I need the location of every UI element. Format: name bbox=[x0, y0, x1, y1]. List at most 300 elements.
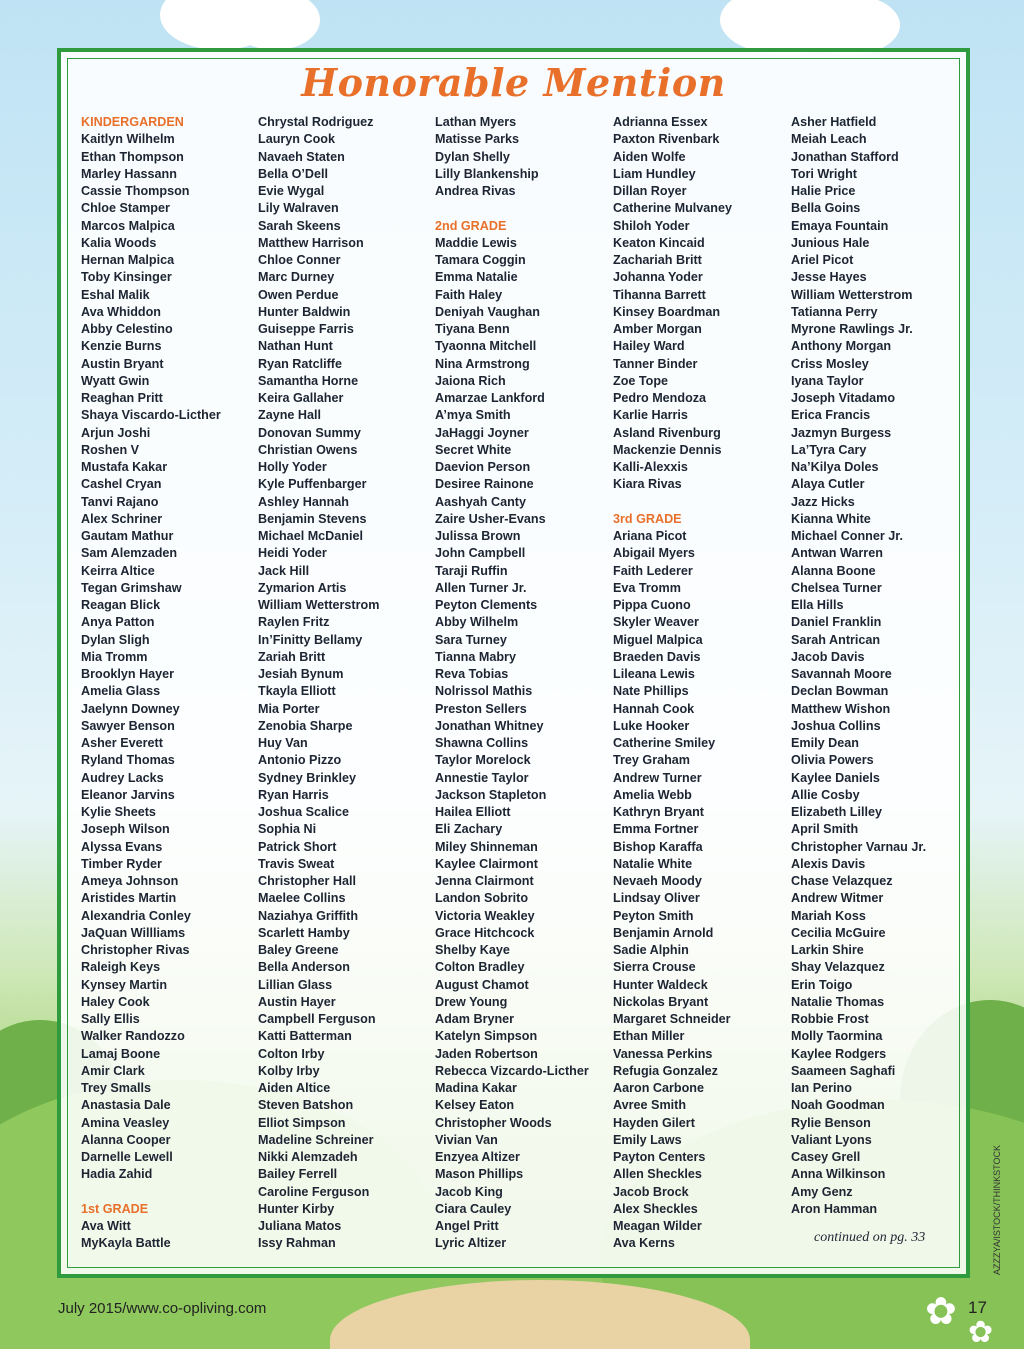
student-name: Austin Bryant bbox=[81, 356, 164, 371]
student-name: Matthew Wishon bbox=[791, 701, 891, 716]
student-name: Maddie Lewis bbox=[435, 235, 517, 250]
student-name: Abigail Myers bbox=[613, 546, 695, 561]
student-name: Rebecca Vizcardo-Licther bbox=[435, 1063, 589, 1078]
student-name: Lileana Lewis bbox=[613, 667, 695, 681]
student-name: Ryan Ratcliffe bbox=[258, 356, 342, 371]
student-name: Jaden Robertson bbox=[435, 1046, 538, 1061]
student-name: Olivia Powers bbox=[791, 753, 874, 768]
student-name: Drew Young bbox=[435, 994, 508, 1009]
student-name: Mustafa Kakar bbox=[81, 460, 168, 474]
student-name: Lathan Myers bbox=[435, 115, 517, 129]
student-name: Sara Turney bbox=[435, 632, 507, 647]
student-name: Kyle Puffenbarger bbox=[258, 477, 367, 492]
student-name: Deniyah Vaughan bbox=[435, 304, 540, 319]
student-name: Hadia Zahid bbox=[81, 1167, 153, 1182]
student-name: Nolrissol Mathis bbox=[435, 684, 533, 699]
student-name: Emma Fortner bbox=[613, 822, 699, 837]
student-name: Michael Conner Jr. bbox=[791, 529, 903, 543]
student-name: Christopher Rivas bbox=[81, 943, 190, 957]
student-name: Kathryn Bryant bbox=[613, 805, 704, 819]
student-name: Jesiah Bynum bbox=[258, 667, 344, 681]
student-name: Katelyn Simpson bbox=[435, 1029, 538, 1044]
student-name: Chase Velazquez bbox=[791, 874, 893, 888]
student-name: Aron Hamman bbox=[791, 1201, 878, 1216]
student-name: Lilly Blankenship bbox=[435, 166, 539, 181]
student-name: La’Tyra Cary bbox=[791, 442, 867, 457]
names-column-1 bbox=[81, 114, 259, 1253]
student-name: Adrianna Essex bbox=[613, 115, 708, 129]
student-name: Eli Zachary bbox=[435, 822, 503, 837]
student-name: Lillian Glass bbox=[258, 977, 333, 992]
student-name: Nikki Alemzadeh bbox=[258, 1150, 358, 1164]
student-name: Jacob Davis bbox=[791, 649, 865, 664]
student-name: Braeden Davis bbox=[613, 649, 701, 664]
student-name: Emaya Fountain bbox=[791, 218, 889, 233]
student-name: Anna Wilkinson bbox=[791, 1167, 886, 1182]
student-name: JaQuan Willliams bbox=[81, 925, 186, 940]
student-name: Tyaonna Mitchell bbox=[435, 339, 537, 354]
student-name: Ethan Thompson bbox=[81, 149, 184, 164]
student-name: Allie Cosby bbox=[791, 787, 860, 802]
student-name: Ethan Miller bbox=[613, 1029, 685, 1044]
student-name: Benjamin Stevens bbox=[258, 511, 367, 526]
student-name: Avree Smith bbox=[613, 1098, 687, 1113]
student-name: Meagan Wilder bbox=[613, 1219, 702, 1233]
student-name: Nickolas Bryant bbox=[613, 994, 709, 1009]
student-name: William Wetterstrom bbox=[791, 287, 913, 302]
student-name: Refugia Gonzalez bbox=[613, 1063, 718, 1078]
student-name: Marc Durney bbox=[258, 270, 335, 285]
student-name: Jonathan Whitney bbox=[435, 718, 544, 733]
student-name: Sarah Antrican bbox=[791, 632, 881, 647]
student-name: Elizabeth Lilley bbox=[791, 805, 882, 819]
student-name: Ciara Cauley bbox=[435, 1201, 512, 1216]
grade-heading: 3rd GRADE bbox=[613, 511, 682, 526]
student-name: Amelia Glass bbox=[81, 684, 161, 699]
student-name: Ryan Harris bbox=[258, 787, 329, 802]
student-name: Chelsea Turner bbox=[791, 580, 882, 595]
student-name: Ameya Johnson bbox=[81, 874, 179, 888]
student-name: Noah Goodman bbox=[791, 1098, 885, 1113]
student-name: Tatianna Perry bbox=[791, 304, 878, 319]
student-name: Annestie Taylor bbox=[435, 770, 529, 785]
student-name: Eshal Malik bbox=[81, 287, 150, 302]
student-name: Miguel Malpica bbox=[613, 632, 703, 647]
student-name: Chloe Stamper bbox=[81, 201, 170, 216]
student-name: Nate Phillips bbox=[613, 684, 689, 699]
student-name: Skyler Weaver bbox=[613, 615, 699, 630]
student-name: Larkin Shire bbox=[791, 943, 864, 957]
names-column-4 bbox=[613, 114, 791, 1253]
student-name: Vivian Van bbox=[435, 1132, 498, 1147]
student-name: Bailey Ferrell bbox=[258, 1167, 338, 1182]
student-name: Zayne Hall bbox=[258, 408, 321, 423]
student-name: Alaya Cutler bbox=[791, 477, 865, 492]
photo-credit: AZZZYA/ISTOCK/THINKSTOCK bbox=[992, 1144, 1002, 1275]
student-name: Aiden Altice bbox=[258, 1081, 331, 1095]
student-name: Raleigh Keys bbox=[81, 960, 161, 975]
student-name: Daevion Person bbox=[435, 460, 531, 474]
student-name: Emma Natalie bbox=[435, 270, 518, 285]
student-name: Casey Grell bbox=[791, 1150, 861, 1164]
student-name: Tamara Coggin bbox=[435, 253, 526, 267]
page-title: Honorable Mention bbox=[301, 60, 726, 105]
student-name: Mackenzie Dennis bbox=[613, 442, 722, 457]
student-name: Christian Owens bbox=[258, 442, 358, 457]
student-name: Madina Kakar bbox=[435, 1081, 517, 1095]
student-name: Hayden Gilert bbox=[613, 1115, 695, 1130]
continued-note: continued on pg. 33 bbox=[814, 1230, 926, 1245]
student-name: Amber Morgan bbox=[613, 322, 702, 336]
student-name: Dylan Sligh bbox=[81, 632, 150, 647]
student-name: Trey Smalls bbox=[81, 1081, 152, 1095]
student-name: Alanna Cooper bbox=[81, 1132, 171, 1147]
student-name: Maelee Collins bbox=[258, 891, 346, 906]
student-name: Kaitlyn Wilhelm bbox=[81, 132, 175, 147]
student-name: Amy Genz bbox=[791, 1184, 853, 1199]
student-name: Kolby Irby bbox=[258, 1063, 320, 1078]
student-name: Zaire Usher-Evans bbox=[435, 511, 546, 526]
grade-heading: 1st GRADE bbox=[81, 1201, 149, 1216]
student-name: Preston Sellers bbox=[435, 701, 527, 716]
student-name: Caroline Ferguson bbox=[258, 1184, 370, 1199]
student-name: Joseph Vitadamo bbox=[791, 391, 896, 405]
student-name: Eleanor Jarvins bbox=[81, 787, 175, 802]
student-name: Michael McDaniel bbox=[258, 529, 363, 543]
honor-panel bbox=[57, 48, 970, 1278]
student-name: Kalli-Alexxis bbox=[613, 460, 688, 474]
student-name: Matisse Parks bbox=[435, 132, 520, 147]
student-name: Kenzie Burns bbox=[81, 339, 162, 354]
student-name: Anya Patton bbox=[81, 615, 155, 630]
student-name: Johanna Yoder bbox=[613, 270, 703, 285]
student-name: Ariel Picot bbox=[791, 253, 854, 267]
student-name: Matthew Harrison bbox=[258, 235, 364, 250]
student-name: Cashel Cryan bbox=[81, 477, 162, 492]
student-name: Payton Centers bbox=[613, 1150, 706, 1164]
grade-heading: KINDERGARDEN bbox=[81, 115, 184, 129]
student-name: Abby Celestino bbox=[81, 322, 173, 336]
student-name: Desiree Rainone bbox=[435, 477, 534, 492]
student-name: Mia Porter bbox=[258, 701, 320, 716]
student-name: Dillan Royer bbox=[613, 184, 687, 198]
student-name: Joshua Collins bbox=[791, 718, 881, 733]
section-gap bbox=[435, 200, 613, 217]
student-name: Nina Armstrong bbox=[435, 356, 530, 371]
student-name: Lindsay Oliver bbox=[613, 891, 700, 906]
student-name: William Wetterstrom bbox=[258, 598, 380, 612]
student-name: Julissa Brown bbox=[435, 529, 521, 543]
student-name: Audrey Lacks bbox=[81, 770, 164, 785]
names-column-3 bbox=[435, 114, 613, 1253]
student-name: Naziahya Griffith bbox=[258, 908, 359, 923]
student-name: Allen Turner Jr. bbox=[435, 580, 527, 595]
student-name: Landon Sobrito bbox=[435, 891, 529, 906]
student-name: Alanna Boone bbox=[791, 563, 876, 578]
student-name: Tegan Grimshaw bbox=[81, 580, 182, 595]
student-name: Jazz Hicks bbox=[791, 494, 855, 509]
student-name: Lyric Altizer bbox=[435, 1236, 507, 1251]
student-name: Paxton Rivenbark bbox=[613, 132, 720, 147]
student-name: Hailea Elliott bbox=[435, 805, 511, 819]
student-name: Jaiona Rich bbox=[435, 373, 506, 388]
student-name: Eva Tromm bbox=[613, 580, 681, 595]
student-name: Lily Walraven bbox=[258, 201, 339, 216]
student-name: Ava Whiddon bbox=[81, 304, 161, 319]
student-name: Margaret Schneider bbox=[613, 1012, 731, 1026]
student-name: Shiloh Yoder bbox=[613, 218, 690, 233]
student-name: Wyatt Gwin bbox=[81, 373, 150, 388]
student-name: Tkayla Elliott bbox=[258, 684, 336, 699]
student-name: Catherine Mulvaney bbox=[613, 201, 732, 216]
student-name: Catherine Smiley bbox=[613, 736, 716, 750]
student-name: Sam Alemzaden bbox=[81, 546, 178, 561]
student-name: Kaylee Clairmont bbox=[435, 856, 538, 871]
student-name: Zoe Tope bbox=[613, 373, 669, 388]
student-name: Victoria Weakley bbox=[435, 908, 535, 923]
student-name: Secret White bbox=[435, 442, 512, 457]
student-name: Amina Veasley bbox=[81, 1115, 170, 1130]
student-name: Christopher Woods bbox=[435, 1115, 552, 1130]
student-name: Peyton Smith bbox=[613, 908, 694, 923]
student-name: Meiah Leach bbox=[791, 132, 867, 147]
student-name: Andrew Turner bbox=[613, 770, 702, 785]
student-name: Asland Rivenburg bbox=[613, 425, 721, 440]
flower-icon: ✿ bbox=[968, 1315, 994, 1349]
student-name: Kaylee Rodgers bbox=[791, 1046, 887, 1061]
student-name: April Smith bbox=[791, 822, 859, 837]
student-name: Asher Everett bbox=[81, 736, 163, 750]
student-name: Aiden Wolfe bbox=[613, 149, 686, 164]
student-name: Molly Taormina bbox=[791, 1029, 883, 1044]
student-name: Tanvi Rajano bbox=[81, 494, 159, 509]
student-name: Shawna Collins bbox=[435, 736, 529, 750]
student-name: Sally Ellis bbox=[81, 1012, 140, 1026]
student-name: Ella Hills bbox=[791, 598, 844, 612]
student-name: A’mya Smith bbox=[435, 408, 511, 423]
page-number: 17 bbox=[968, 1298, 987, 1317]
student-name: Ava Witt bbox=[81, 1219, 131, 1233]
student-name: Antwan Warren bbox=[791, 546, 883, 561]
student-name: Enzyea Altizer bbox=[435, 1150, 520, 1164]
student-name: Kylie Sheets bbox=[81, 805, 156, 819]
student-name: Sophia Ni bbox=[258, 822, 317, 837]
student-name: Anthony Morgan bbox=[791, 339, 892, 354]
student-name: Colton Irby bbox=[258, 1046, 325, 1061]
student-name: Dylan Shelly bbox=[435, 149, 510, 164]
student-name: Saameen Saghafi bbox=[791, 1063, 896, 1078]
student-name: Amir Clark bbox=[81, 1063, 145, 1078]
student-name: Lauryn Cook bbox=[258, 132, 335, 147]
student-name: Pippa Cuono bbox=[613, 598, 691, 612]
student-name: Reva Tobias bbox=[435, 667, 509, 681]
grade-heading: 2nd GRADE bbox=[435, 218, 507, 233]
student-name: Katti Batterman bbox=[258, 1029, 352, 1044]
student-name: Lamaj Boone bbox=[81, 1046, 161, 1061]
student-name: Ariana Picot bbox=[613, 529, 687, 543]
student-name: Abby Wilhelm bbox=[435, 615, 519, 630]
student-name: Taraji Ruffin bbox=[435, 563, 508, 578]
student-name: Shaya Viscardo-Licther bbox=[81, 408, 221, 423]
student-name: Declan Bowman bbox=[791, 684, 889, 699]
student-name: Gautam Mathur bbox=[81, 529, 174, 543]
student-name: Bella Goins bbox=[791, 201, 861, 216]
student-name: Steven Batshon bbox=[258, 1098, 354, 1113]
student-name: Keaton Kincaid bbox=[613, 235, 705, 250]
student-name: Raylen Fritz bbox=[258, 615, 330, 630]
student-name: Luke Hooker bbox=[613, 718, 690, 733]
student-name: Christopher Hall bbox=[258, 874, 356, 888]
student-name: Tihanna Barrett bbox=[613, 287, 706, 302]
cloud-decoration bbox=[800, 0, 900, 55]
student-name: Zymarion Artis bbox=[258, 580, 347, 595]
student-name: Erica Francis bbox=[791, 408, 871, 423]
student-name: Nevaeh Moody bbox=[613, 874, 702, 888]
student-name: Heidi Yoder bbox=[258, 546, 327, 561]
student-name: Ava Kerns bbox=[613, 1236, 675, 1251]
student-name: Jenna Clairmont bbox=[435, 874, 534, 888]
student-name: Tianna Mabry bbox=[435, 649, 516, 664]
student-name: Navaeh Staten bbox=[258, 149, 345, 164]
student-name: Reaghan Pritt bbox=[81, 391, 163, 405]
student-name: Kalia Woods bbox=[81, 235, 157, 250]
student-name: Tanner Binder bbox=[613, 356, 698, 371]
student-name: Natalie Thomas bbox=[791, 994, 885, 1009]
student-name: Alyssa Evans bbox=[81, 839, 163, 854]
student-name: JaHaggi Joyner bbox=[435, 425, 529, 440]
student-name: Bella Anderson bbox=[258, 960, 350, 975]
student-name: Mason Phillips bbox=[435, 1167, 524, 1182]
student-name: Chloe Conner bbox=[258, 253, 341, 267]
student-name: Jacob Brock bbox=[613, 1184, 689, 1199]
student-name: Natalie White bbox=[613, 856, 693, 871]
student-name: Jazmyn Burgess bbox=[791, 425, 892, 440]
student-name: Vanessa Perkins bbox=[613, 1046, 713, 1061]
student-name: Ashley Hannah bbox=[258, 494, 349, 509]
student-name: Amelia Webb bbox=[613, 787, 692, 802]
student-name: Trey Graham bbox=[613, 753, 691, 768]
student-name: Huy Van bbox=[258, 736, 308, 750]
student-name: Hernan Malpica bbox=[81, 253, 175, 267]
student-name: Liam Hundley bbox=[613, 166, 696, 181]
footer-date-website: July 2015/www.co-opliving.com bbox=[58, 1300, 267, 1317]
student-name: Walker Randozzo bbox=[81, 1029, 185, 1044]
student-name: Keirra Altice bbox=[81, 563, 155, 578]
student-name: Sawyer Benson bbox=[81, 718, 175, 733]
student-name: Andrew Witmer bbox=[791, 891, 884, 906]
student-name: Zariah Britt bbox=[258, 649, 326, 664]
student-name: Savannah Moore bbox=[791, 667, 892, 681]
student-name: Marley Hassann bbox=[81, 166, 177, 181]
student-name: Aashyah Canty bbox=[435, 494, 526, 509]
student-name: Faith Lederer bbox=[613, 563, 693, 578]
student-name: Bella O’Dell bbox=[258, 166, 328, 181]
names-column-5 bbox=[791, 114, 969, 1218]
student-name: Alexis Davis bbox=[791, 856, 866, 871]
student-name: Jacob King bbox=[435, 1184, 503, 1199]
student-name: Cecilia McGuire bbox=[791, 925, 886, 940]
student-name: Amarzae Lankford bbox=[435, 391, 545, 405]
student-name: Campbell Ferguson bbox=[258, 1012, 376, 1026]
student-name: Mia Tromm bbox=[81, 649, 148, 664]
student-name: Cassie Thompson bbox=[81, 184, 190, 198]
flower-icon: ✿ bbox=[925, 1289, 957, 1333]
student-name: Sarah Skeens bbox=[258, 218, 341, 233]
section-gap bbox=[613, 494, 791, 511]
student-name: Halie Price bbox=[791, 184, 856, 198]
student-name: Reagan Blick bbox=[81, 598, 161, 612]
student-name: Kaylee Daniels bbox=[791, 770, 880, 785]
student-name: Haley Cook bbox=[81, 994, 150, 1009]
student-name: Roshen V bbox=[81, 442, 140, 457]
student-name: Jaelynn Downey bbox=[81, 701, 180, 716]
student-name: Jackson Stapleton bbox=[435, 787, 547, 802]
student-name: Tiyana Benn bbox=[435, 322, 510, 336]
student-name: Ryland Thomas bbox=[81, 753, 175, 768]
student-name: Ian Perino bbox=[791, 1081, 852, 1095]
student-name: MyKayla Battle bbox=[81, 1236, 171, 1251]
student-name: Bishop Karaffa bbox=[613, 839, 703, 854]
student-name: Nathan Hunt bbox=[258, 339, 333, 354]
student-name: Valiant Lyons bbox=[791, 1132, 872, 1147]
student-name: Hunter Kirby bbox=[258, 1201, 335, 1216]
student-name: Colton Bradley bbox=[435, 960, 525, 975]
student-name: Issy Rahman bbox=[258, 1236, 336, 1251]
student-name: Christopher Varnau Jr. bbox=[791, 839, 927, 854]
student-name: Pedro Mendoza bbox=[613, 391, 707, 405]
student-name: Kianna White bbox=[791, 511, 871, 526]
student-name: Asher Hatfield bbox=[791, 115, 877, 129]
student-name: Madeline Schreiner bbox=[258, 1132, 374, 1147]
student-name: Austin Hayer bbox=[258, 994, 336, 1009]
student-name: Owen Perdue bbox=[258, 287, 339, 302]
student-name: Criss Mosley bbox=[791, 356, 869, 371]
student-name: Rylie Benson bbox=[791, 1115, 871, 1130]
student-name: Karlie Harris bbox=[613, 408, 688, 423]
student-name: Brooklyn Hayer bbox=[81, 667, 175, 681]
student-name: Shelby Kaye bbox=[435, 943, 510, 957]
student-name: Sierra Crouse bbox=[613, 960, 696, 975]
student-name: Benjamin Arnold bbox=[613, 925, 714, 940]
student-name: Tori Wright bbox=[791, 166, 857, 181]
student-name: Hunter Waldeck bbox=[613, 977, 708, 992]
student-name: Baley Greene bbox=[258, 943, 339, 957]
student-name: Zachariah Britt bbox=[613, 253, 702, 267]
student-name: Joshua Scalice bbox=[258, 805, 350, 819]
student-name: Jesse Hayes bbox=[791, 270, 867, 285]
student-name: Kinsey Boardman bbox=[613, 304, 721, 319]
student-name: Kynsey Martin bbox=[81, 977, 168, 992]
section-gap bbox=[81, 1184, 259, 1201]
student-name: Donovan Summy bbox=[258, 425, 361, 440]
student-name: Antonio Pizzo bbox=[258, 753, 342, 768]
student-name: John Campbell bbox=[435, 546, 526, 561]
student-name: Alex Schriner bbox=[81, 511, 163, 526]
student-name: Hunter Baldwin bbox=[258, 304, 351, 319]
student-name: In’Finitty Bellamy bbox=[258, 632, 363, 647]
student-name: Samantha Horne bbox=[258, 373, 359, 388]
student-name: Toby Kinsinger bbox=[81, 270, 172, 285]
student-name: Jack Hill bbox=[258, 563, 310, 578]
student-name: Arjun Joshi bbox=[81, 425, 151, 440]
student-name: Guiseppe Farris bbox=[258, 322, 354, 336]
student-name: Sadie Alphin bbox=[613, 943, 689, 957]
names-column-2 bbox=[258, 114, 436, 1253]
student-name: Kelsey Eaton bbox=[435, 1098, 515, 1113]
student-name: Kiara Rivas bbox=[613, 477, 682, 492]
student-name: Evie Wygal bbox=[258, 184, 325, 198]
student-name: Daniel Franklin bbox=[791, 615, 882, 630]
